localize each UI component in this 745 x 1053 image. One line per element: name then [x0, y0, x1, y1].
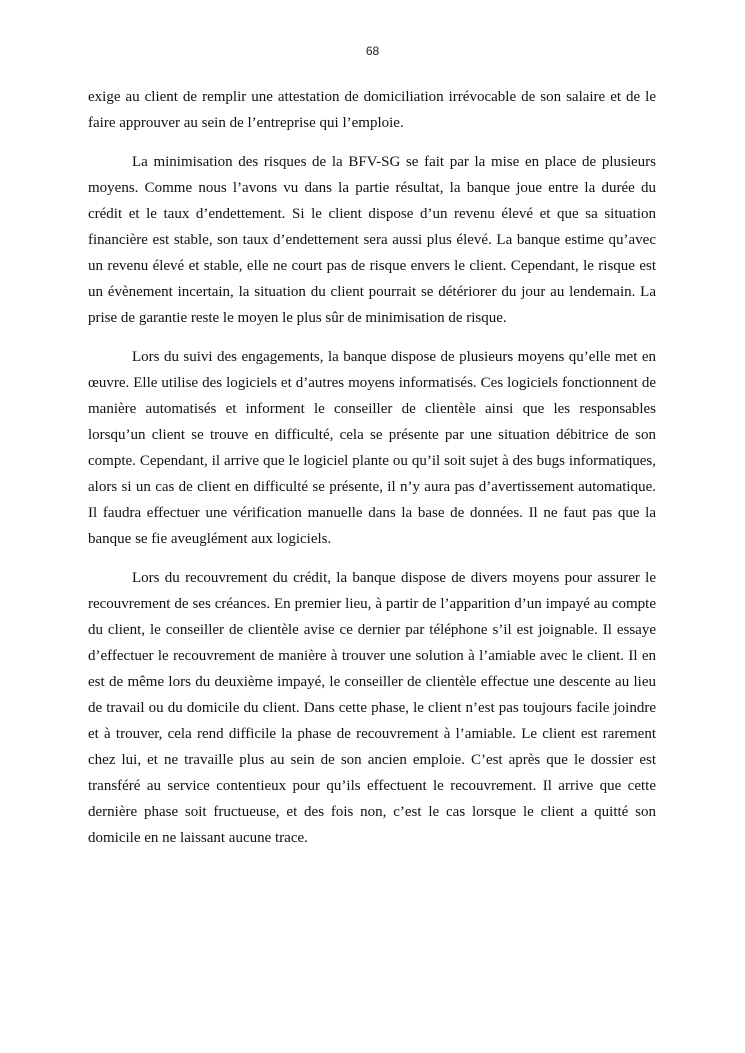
document-body — [88, 84, 656, 864]
paragraph-credit-recovery: Lors du recouvrement du crédit, la banque dispose de divers moyens pour assurer le recouvrement de ses créances. En premier lieu, à partir de l’apparition d’un impayé au compte du client, le conseiller de clientèle avise ce dernier par téléphone s’il est joignable. Il essaye d’effectuer le recouvrement de manière à trouver une solution à l’amiable avec le client. Il en est de même lors du deuxième impayé, le conseiller de clientèle effectue une descente au lieu de travail ou du domicile du client. Dans cette phase, le client n’est pas toujours facile joindre et à trouver, cela rend difficile la phase de recouvrement à l’amiable. Le client est rarement chez lui, et ne travaille plus au sein de son ancien emploie. C’est après que le dossier est transféré au service contentieux pour qu’ils effectuent le recouvrement. Il arrive que cette dernière phase soit fructueuse, et des fois non, c’est le cas lorsque le client a quitté son domicile en ne laissant aucune trace. — [88, 570, 656, 846]
paragraph-risk-minimisation: La minimisation des risques de la BFV-SG se fait par la mise en place de plusieurs moyens. Comme nous l’avons vu dans la partie résultat, la banque joue entre la durée du crédit et le taux d’endettement. Si le client dispose d’un revenu élevé et que sa situation financière est stable, son taux d’endettement sera aussi plus élevé. La banque estime qu’avec un revenu élevé et stable, elle ne court pas de risque envers le client. Cependant, le risque est un évènement incertain, la situation du client pourrait se détériorer du jour au lendemain. La prise de garantie reste le moyen le plus sûr de minimisation de risque. — [88, 154, 656, 326]
paragraph-continuation: exige au client de remplir une attestation de domiciliation irrévocable de son salaire et de le faire approuver au sein de l’entreprise qui l’emploie. — [88, 89, 656, 131]
page-number: 68 — [365, 44, 380, 58]
paragraph-commitment-monitoring: Lors du suivi des engagements, la banque dispose de plusieurs moyens qu’elle met en œuvre. Elle utilise des logiciels et d’autres moyens informatisés. Ces logiciels fonctionnent de manière automatisés et informent le conseiller de clientèle ainsi que les responsables lorsqu’un client se trouve en difficulté, cela se présente par une situation débitrice de son compte. Cependant, il arrive que le logiciel plante ou qu’il soit sujet à des bugs informatiques, alors si un cas de client en difficulté se présente, il n’y aura pas d’avertissement automatique. Il faudra effectuer une vérification manuelle dans la base de données. Il ne faut pas que la banque se fie aveuglément aux logiciels. — [88, 349, 656, 547]
